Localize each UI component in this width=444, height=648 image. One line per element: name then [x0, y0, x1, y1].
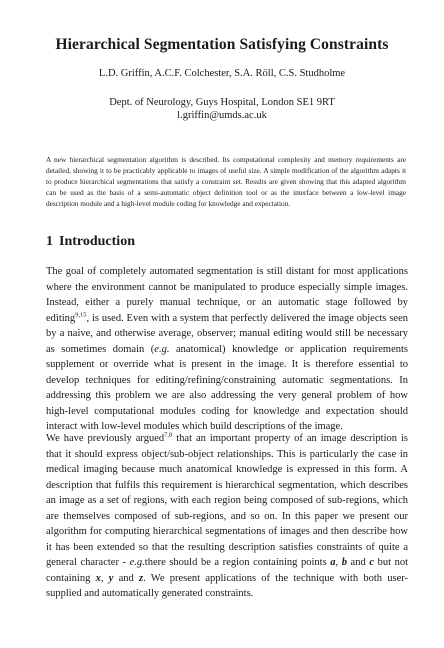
- text-run: there should be a region containing points: [144, 557, 331, 568]
- point-label-a: a: [330, 557, 336, 568]
- text-run: and: [346, 557, 370, 568]
- point-label-z: z: [139, 572, 144, 584]
- text-run: ,: [100, 572, 109, 584]
- emphasis-eg: e.g.: [154, 343, 170, 355]
- point-label-b: b: [341, 557, 347, 568]
- affiliation-block: [0, 96, 444, 122]
- text-run: , is used. Even with a system that perfectly delivered the image objects seen by a naive, and otherwise average, observer; manual editing would still be necessary as sometimes domain (: [46, 312, 408, 355]
- text-run: and: [113, 572, 140, 584]
- text-run: ,: [335, 557, 342, 568]
- text-run: The goal of completely automated segmentation is still distant for most applications where the environment cannot be manipulated to produce especially simple images. Instead, either a purely manual technique, or an automatic stage followed by editing: [46, 266, 408, 324]
- text-run: anatomical) knowledge or application requirements supplement or override what is present in the image. It is therefore essential to develop techniques for editing/refining/constraining automatic segmentations. In addressing this problem we are also addressing the very general problem of how high-level computational modules coding for knowledge and expectation should interact with low-level modules which build descriptions of the image.: [46, 343, 408, 432]
- section-heading: [46, 234, 135, 250]
- affiliation: Dept. of Neurology, Guys Hospital, London SE1 9RT: [109, 97, 335, 108]
- citation-ref: 7,8: [164, 431, 173, 439]
- paragraph-text: [46, 431, 408, 602]
- point-label-x: x: [95, 572, 101, 584]
- citation-ref: 9,15: [75, 311, 87, 318]
- author-list: L.D. Griffin, A.C.F. Colchester, S.A. Röll, C.S. Studholme: [98, 68, 346, 79]
- body-paragraph-1: [46, 264, 408, 435]
- text-run: that an important property of an image description is that it should express object/sub-object relationships. This is particularly the case in medical imaging because much anatomical knowledge is expressed in this form. A description that fulfils this requirement is hierarchical segmentation, which describes an image as a set of regions, with each region being composed of sub-regions, which are themselves composed of sub-regions, and so on. In this paper we present our algorithm for computing hierarchical segmentations of images and then describe how it has been extended so that the resulting description satisfies constraints of quite a general character -: [46, 433, 408, 568]
- text-run: but not containing: [46, 557, 408, 584]
- abstract: [46, 154, 406, 209]
- text-run: . We present applications of the technique with both user-supplied and automatically generated constraints.: [46, 572, 409, 599]
- email-address: l.griffin@umds.ac.uk: [177, 110, 267, 121]
- body-paragraph-2: [46, 431, 408, 602]
- abstract-text: A new hierarchical segmentation algorithm is described. Its computational complexity and memory requirements are detailed, showing it to be practicably applicable to images of useful size. A simple modification of the algorithm adapts it to produce hierarchical segmentations that satisfy a constraint set. Results are given showing that this adapted algorithm can be used as the basis of a semi-automatic object definition tool or as the interface between a low-level image description module and a high-level module coding for knowledge and expectation.: [46, 155, 406, 208]
- section-number: 1: [46, 234, 53, 249]
- point-label-y: y: [108, 572, 114, 584]
- section-title: Introduction: [59, 234, 135, 249]
- text-run: We have previously argued: [46, 433, 165, 444]
- paragraph-text: [46, 264, 408, 435]
- paper-title: Hierarchical Segmentation Satisfying Constraints: [55, 36, 389, 53]
- emphasis-eg: e.g.: [129, 557, 145, 568]
- point-label-c: c: [369, 557, 374, 568]
